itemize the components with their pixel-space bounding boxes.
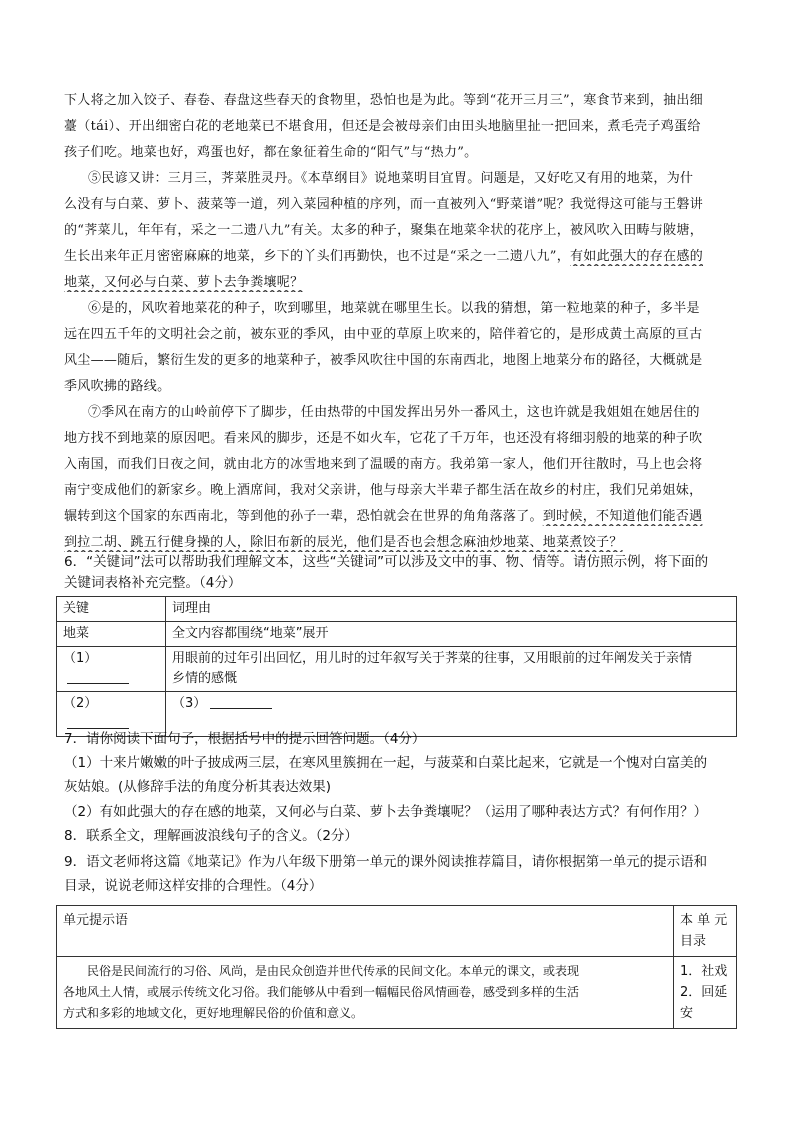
passage-line: 下人将之加入饺子、春卷、春盘这些春天的食物里，恐怕也是为此。等到“花开三月三”，寒食节来到，抽出细 [64, 93, 703, 108]
unit-toc-list [674, 957, 737, 1029]
kw-cell [166, 647, 737, 692]
wavy-underlined-sentence: 有如此强大的存在感的 [570, 249, 704, 264]
wavy-underlined-sentence: 地菜，又何必与白菜、萝卜去争粪壤呢？ [64, 275, 304, 290]
passage-line: 薹（tái）、开出细密白花的老地菜已不堪食用，但还是会被母亲们由田头地脑里扯一把回来，煮毛壳子鸡蛋给 [64, 119, 701, 134]
answer-blank-2[interactable] [67, 714, 129, 729]
passage-line: 季风吹拂的路线。 [64, 379, 171, 394]
kw-header-reason: 词理由 [166, 597, 737, 622]
passage-line: 孩子们吃。地菜也好，鸡蛋也好，都在象征着生命的“阳气”与“热力”。 [64, 145, 478, 160]
paragraph-5-line: ⑤民谚又讲：三月三，荠菜胜灵丹。《本草纲目》说地菜明目宜胃。问题是，又好吃又有用的地菜，为什 [88, 171, 694, 186]
toc-item: 安 [680, 1006, 694, 1021]
toc-header-text: 目录 [680, 934, 707, 949]
unit-table [56, 905, 737, 1029]
question-8: 8．联系全文，理解画波浪线句子的含义。（2分） [64, 828, 358, 844]
passage-line [64, 508, 732, 526]
passage-line: 地方找不到地菜的原因吧。看来风的脚步，还是不如火车，它花了千万年，也还没有将细羽般的地菜的种子吹 [64, 431, 703, 446]
kw-blank-cell[interactable] [57, 647, 166, 692]
unit-prompt-header: 单元提示语 [57, 906, 674, 957]
passage-line [64, 274, 732, 292]
wavy-underlined-sentence: 到拉二胡、跳五行健身操的人，除旧布新的辰光，他们是否也会想念麻油炒地菜、地菜煮饺子？ [64, 535, 623, 550]
question-7-1: （1）十来片嫩嫩的叶子披成两三层，在寒风里簇拥在一起，与菠菜和白菜比起来，它就是一个愧对白富美的 [64, 755, 708, 771]
passage-line [64, 534, 732, 552]
question-6-cont: 关键词表格补充完整。（4分） [64, 575, 242, 591]
question-6: 6．“关键词”法可以帮助我们理解文本，这些“关键词”可以涉及文中的事、物、情等。请仿照示例，将下面的 [64, 554, 709, 570]
passage-line: 入南国，而我们日夜之间，就由北方的冰雪地来到了温暖的南方。我弟第一家人，他们开往散时，马上也会将 [64, 457, 703, 472]
passage-text: 生长出来年正月密密麻麻的地菜，乡下的丫头们再勤快，也不过是“采之一二遗八九”， [64, 249, 570, 264]
keyword-table [56, 596, 737, 737]
kw-reason-text: 乡情的感慨 [172, 671, 238, 686]
question-7: 7．请你阅读下面句子，根据括号中的提示回答问题。（4分） [64, 731, 426, 747]
toc-header-text: 本 单 元 [680, 913, 728, 928]
passage-line: 的“荠菜儿，年年有，采之一二遗八九”有关。太多的种子，聚集在地菜伞状的花序上，被风吹入田畴与陂塘， [64, 223, 703, 238]
kw-cell: 地菜 [57, 622, 166, 647]
passage-line: 么没有与白菜、萝卜、菠菜等一道，列入菜园种植的序列，而一直被列入“野菜谱”呢？我觉得这可能与王磐讲 [64, 197, 703, 212]
prompt-line: 方式和多彩的地域文化，更好地理解民俗的价值和意义。 [63, 1006, 364, 1020]
prompt-line: 各地风土人情，或展示传统文化习俗。我们能够从中看到一幅幅民俗风情画卷，感受到多样的生活 [63, 985, 580, 999]
prompt-line: 民俗是民间流行的习俗、风尚，是由民众创造并世代传承的民间文化。本单元的课文，或表现 [87, 964, 580, 978]
passage-text: 辗转到这个国家的东西南北，等到他的孙子一辈，恐怕就会在世界的角角落落了。 [64, 509, 543, 524]
paragraph-7-line: ⑦季风在南方的山岭前停下了脚步，任由热带的中国发挥出另外一番风土，这也许就是我姐姐在她居住的 [88, 405, 700, 420]
wavy-underlined-sentence: 到时候，不知道他们能否遇 [542, 509, 703, 524]
blank-label: （1） [63, 651, 98, 666]
question-9: 9．语文老师将这篇《地菜记》作为八年级下册第一单元的课外阅读推荐篇目，请你根据第一单元的提示语和 [64, 854, 708, 870]
toc-item: 1．社戏 [680, 964, 728, 979]
kw-header-keyword: 关键 [57, 597, 166, 622]
unit-toc-header [674, 906, 737, 957]
paragraph-6-line: ⑥是的，风吹着地菜花的种子，吹到哪里，地菜就在哪里生长。以我的猜想，第一粒地菜的种子，多半是 [88, 301, 700, 316]
kw-cell: 全文内容都围绕“地菜”展开 [166, 622, 737, 647]
unit-prompt-text [57, 957, 674, 1029]
question-7-1-cont: 灰姑娘。(从修辞手法的角度分析其表达效果) [64, 779, 332, 795]
passage-line: 远在四五千年的文明社会之前，被东亚的季风，由中亚的草原上吹来的，陪伴着它的，是形成黄土高原的亘古 [64, 327, 703, 342]
blank-label: （3） [172, 696, 207, 711]
answer-blank-1[interactable] [67, 669, 129, 684]
passage-line [64, 248, 732, 266]
question-9-cont: 目录，说说老师这样安排的合理性。（4分） [64, 878, 323, 894]
blank-label: （2） [63, 696, 98, 711]
toc-item: 2．回延 [680, 985, 728, 1000]
passage-line: 南宁变成他们的新家乡。晚上酒席间，我对父亲讲，他与母亲大半辈子都生活在故乡的村庄，我们兄弟姐妹， [64, 483, 703, 498]
kw-reason-text: 用眼前的过年引出回忆，用儿时的过年叙写关于荠菜的往事，又用眼前的过年阐发关于亲情 [172, 651, 693, 666]
passage-line: 风尘——随后，繁衍生发的更多的地菜种子，被季风吹往中国的东南西北，地图上地菜分布的路径，大概就是 [64, 353, 703, 368]
answer-blank-3[interactable] [210, 694, 272, 709]
question-7-2: （2）有如此强大的存在感的地菜，又何必与白菜、萝卜去争粪壤呢？（运用了哪种表达方式？有何作用？） [64, 804, 708, 820]
